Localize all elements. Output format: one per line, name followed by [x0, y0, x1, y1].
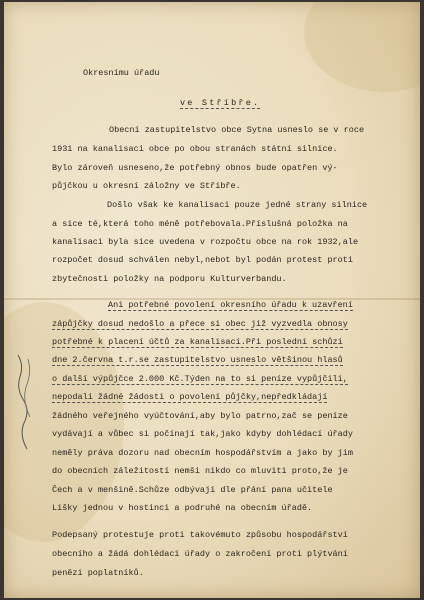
- letter-line-text: obecního a žádá dohlédací úřady o zakročení proti plýtvání: [52, 549, 348, 559]
- letter-line: [52, 219, 348, 229]
- letter-line: [52, 466, 348, 476]
- letter-line-text: zbytečnosti položky na podporu Kulturverbandu.: [52, 274, 287, 284]
- letter-line: [52, 355, 343, 365]
- letter-line-text: potřebné k placení účtů za kanalisaci.Při poslední schůzi: [52, 337, 343, 347]
- letter-line-text: nepodali žádné žádosti o povolení půjčky,nepředkládají: [52, 392, 328, 402]
- letter-line: [108, 300, 353, 310]
- letter-line-text: o další výpůjčce 2.000 Kč.Týden na to si peníze vypůjčili,: [52, 374, 348, 384]
- document-page: [4, 2, 420, 598]
- letter-line: [52, 485, 333, 495]
- letter-line: [52, 181, 241, 191]
- letter-line-text: Došlo však ke kanalisaci pouze jedné strany silnice: [107, 200, 368, 210]
- letter-line-text: půjčkou u okresní záložny ve Stříbře.: [52, 181, 241, 191]
- letter-line: [52, 568, 144, 578]
- letter-line: [52, 255, 353, 265]
- letter-line: [52, 319, 348, 329]
- letter-line-text: Obecní zastupitelstvo obce Sytna usneslo se v roce: [109, 125, 365, 135]
- letter-line-text: Bylo zároveň usneseno,že potřebný obnos bude opatřen vý-: [52, 163, 338, 173]
- letter-line: [52, 237, 358, 247]
- letter-line-text: do obecních záležitostí nemši nikdo co mluviti proto,že je: [52, 466, 348, 476]
- letter-line: [52, 549, 348, 559]
- letter-line: [52, 374, 348, 384]
- letter-line-text: a sice té,která toho méně potřebovala.Příslušná položka na: [52, 219, 348, 229]
- letter-line: [52, 274, 287, 284]
- letter-line: [107, 200, 367, 210]
- letter-line-text: Podepsaný protestuje proti takovémuto způsobu hospodářství: [52, 530, 348, 540]
- letter-line-text: dne 2.června t.r.se zastupitelstvo usneslo většinou hlasů: [52, 355, 343, 365]
- letter-line: [52, 144, 338, 154]
- letter-line: [52, 411, 348, 421]
- letter-line-text: rozpočet dosud schválen nebyl,nebot byl podán protest proti: [52, 255, 353, 265]
- letter-line: [52, 429, 353, 439]
- letter-line: [109, 125, 364, 135]
- letter-line-text: neměly práva dozoru nad obecním hospodářstvím a jako by jim: [52, 448, 353, 458]
- letter-line-text: zápůjčky dosud nedošlo a přece si obec již vyzvedla obnosy: [52, 319, 348, 329]
- recipient-location: ve Stříbře.: [180, 98, 261, 108]
- recipient-line: Okresnímu úřadu: [83, 68, 160, 78]
- letter-line: [52, 392, 327, 402]
- letter-line-text: 1931 na kanalisaci obce po obou stranách státní silnice.: [52, 144, 338, 154]
- letter-line-text: žádného veřejného vyúčtování,aby bylo patrno,zač se peníze: [52, 411, 348, 421]
- letter-line: [52, 530, 348, 540]
- letter-line-text: Lišky jednou v hostinci a podruhé na obecním úřadě.: [52, 503, 313, 513]
- letter-line-text: vydávají a vůbec si počínají tak,jako kdyby dohlédací úřady: [52, 429, 353, 439]
- letter-line: [52, 503, 312, 513]
- letter-line: [52, 337, 343, 347]
- letter-line: [52, 163, 338, 173]
- letter-line-text: penězi poplatníků.: [52, 568, 144, 578]
- letter-line: [52, 448, 353, 458]
- handwritten-margin-note: [8, 347, 42, 467]
- letter-line-text: kanalisaci byla sice uvedena v rozpočtu obce na rok 1932,ale: [52, 237, 359, 247]
- letter-line-text: Ani potřebné povolení okresního úřadu k uzavření: [108, 300, 353, 310]
- paper-stain: [304, 2, 420, 92]
- letter-line-text: Čech a v menšině.Schůze odbývají dle přání pana učitele: [52, 485, 333, 495]
